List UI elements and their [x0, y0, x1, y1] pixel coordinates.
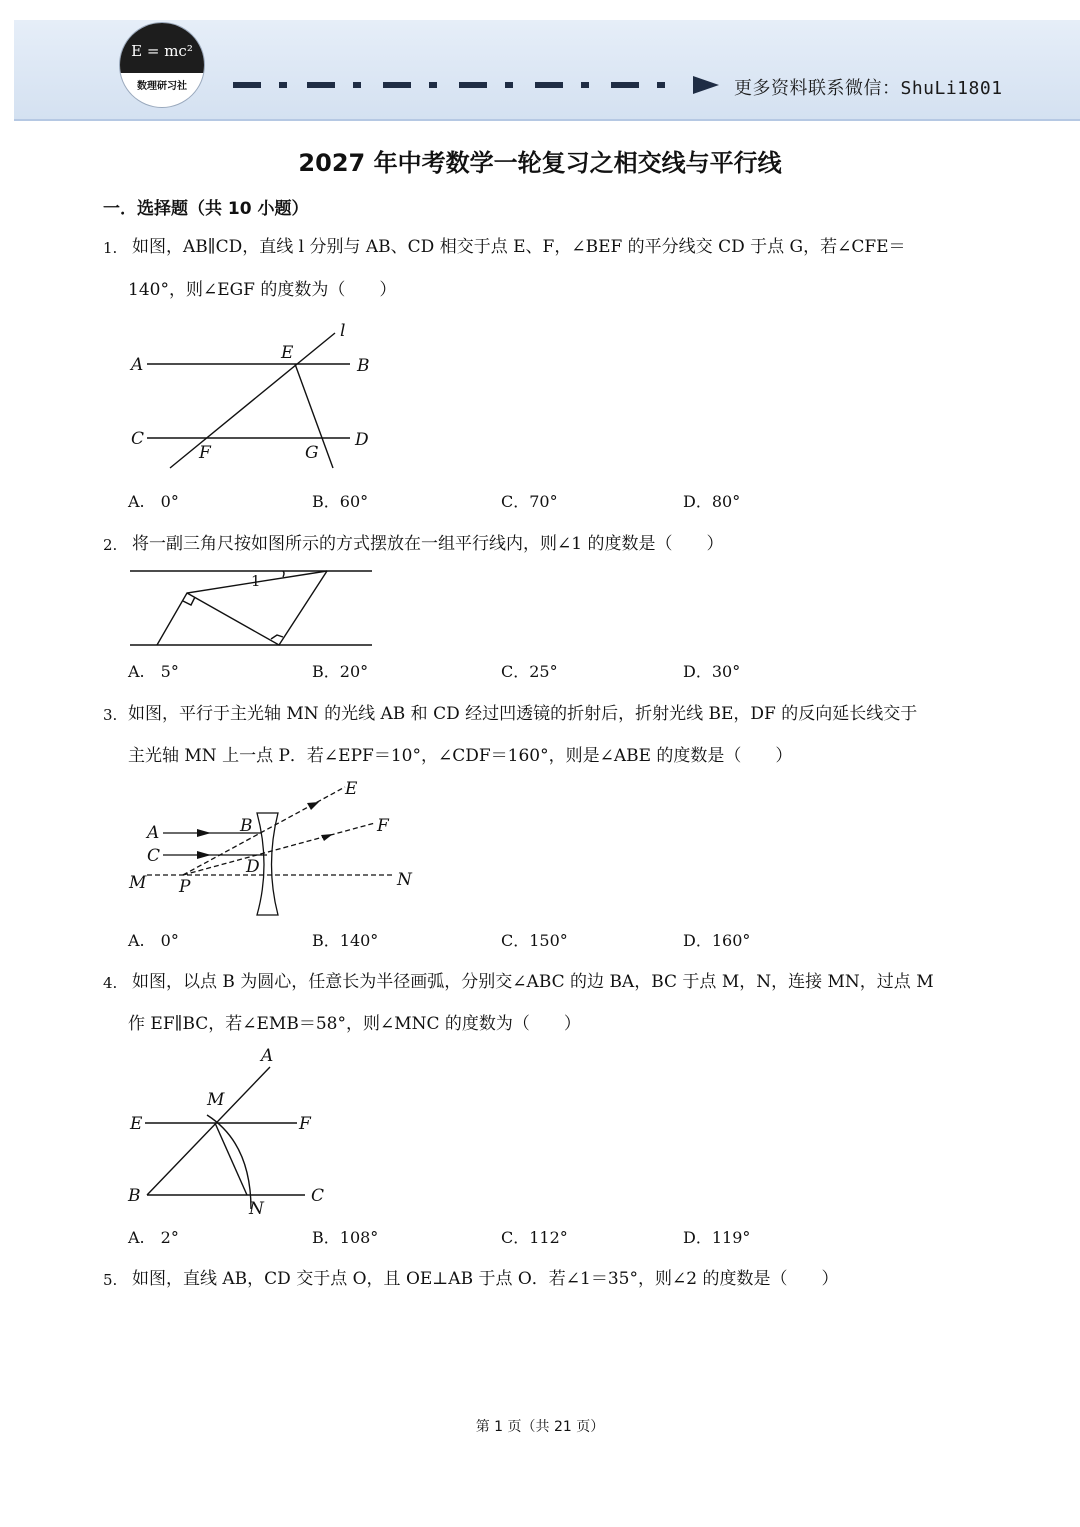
label-G: G — [305, 443, 319, 463]
page-number: 第 1 页（共 21 页） — [475, 1419, 605, 1435]
option-b[interactable]: B．140° — [312, 931, 379, 950]
label-C: C — [147, 846, 161, 866]
label-M: M — [129, 873, 147, 893]
question-text: 如图，平行于主光轴 MN 的光线 AB 和 CD 经过凹透镜的折射后，折射光线 BE，DF 的反向延长线交于 — [128, 704, 918, 724]
option-a[interactable]: A. 5° — [128, 662, 179, 681]
label-B: B — [240, 816, 253, 836]
label-P: P — [179, 877, 191, 897]
option-c[interactable]: C．70° — [501, 492, 558, 511]
option-a[interactable]: A. 2° — [128, 1228, 179, 1247]
question-number: 3. — [103, 706, 118, 724]
label-F: F — [377, 816, 389, 836]
label-D: D — [355, 430, 369, 450]
question-number: 4. — [103, 974, 118, 992]
label-E: E — [281, 343, 294, 363]
question-number: 5. — [103, 1271, 118, 1289]
option-c[interactable]: C．150° — [501, 931, 568, 950]
label-A: A — [147, 823, 160, 843]
contact-info: 更多资料联系微信：ShuLi1801 — [734, 78, 1003, 99]
figure-q2 — [125, 565, 380, 653]
label-N: N — [249, 1199, 264, 1219]
option-d[interactable]: D．119° — [683, 1228, 751, 1247]
figure-q1 — [125, 318, 385, 478]
label-B: B — [357, 356, 370, 376]
question-text: 将一副三角尺按如图所示的方式摆放在一组平行线内，则∠1 的度数是（ ） — [132, 534, 724, 554]
label-B: B — [128, 1186, 141, 1206]
label-F: F — [199, 443, 211, 463]
option-d[interactable]: D．80° — [683, 492, 741, 511]
option-c[interactable]: C．112° — [501, 1228, 568, 1247]
header-dash-arrow — [233, 76, 723, 98]
label-E: E — [130, 1114, 143, 1134]
label-A: A — [261, 1046, 274, 1066]
logo — [120, 23, 204, 107]
label-D: D — [246, 857, 260, 877]
label-F: F — [299, 1114, 311, 1134]
label-M: M — [207, 1090, 225, 1110]
label-E: E — [345, 779, 358, 799]
figure-q4 — [125, 1043, 340, 1221]
page-title: 2027 年中考数学一轮复习之相交线与平行线 — [298, 149, 782, 177]
option-d[interactable]: D．30° — [683, 662, 741, 681]
question-text: 主光轴 MN 上一点 P．若∠EPF＝10°，∠CDF＝160°，则是∠ABE 的度数是（ ） — [128, 746, 793, 766]
option-c[interactable]: C．25° — [501, 662, 558, 681]
logo-name: 数理研习社 — [137, 81, 187, 92]
option-b[interactable]: B．108° — [312, 1228, 379, 1247]
question-text: 如图，AB∥CD，直线 l 分别与 AB、CD 相交于点 E、F，∠BEF 的平分线交 CD 于点 G，若∠CFE＝ — [132, 237, 906, 257]
label-N: N — [397, 870, 412, 890]
label-1: 1 — [251, 572, 261, 590]
option-a[interactable]: A. 0° — [128, 931, 179, 950]
option-b[interactable]: B．20° — [312, 662, 369, 681]
question-text: 如图，直线 AB，CD 交于点 O，且 OE⊥AB 于点 O．若∠1＝35°，则∠2 的度数是（ ） — [132, 1269, 839, 1289]
question-text: 140°，则∠EGF 的度数为（ ） — [128, 280, 397, 300]
option-a[interactable]: A. 0° — [128, 492, 179, 511]
label-A: A — [131, 355, 144, 375]
question-text: 作 EF∥BC，若∠EMB＝58°，则∠MNC 的度数为（ ） — [128, 1014, 581, 1034]
question-number: 1. — [103, 239, 118, 257]
option-d[interactable]: D．160° — [683, 931, 751, 950]
logo-formula: E = mc² — [120, 23, 204, 73]
label-C: C — [131, 429, 145, 449]
question-text: 如图，以点 B 为圆心，任意长为半径画弧，分别交∠ABC 的边 BA，BC 于点 M，N，连接 MN，过点 M — [132, 972, 934, 992]
label-C: C — [311, 1186, 325, 1206]
question-number: 2. — [103, 536, 118, 554]
option-b[interactable]: B．60° — [312, 492, 369, 511]
figure-q3 — [125, 775, 425, 920]
section-heading: 一．选择题（共 10 小题） — [103, 199, 309, 219]
label-l: l — [340, 321, 346, 341]
